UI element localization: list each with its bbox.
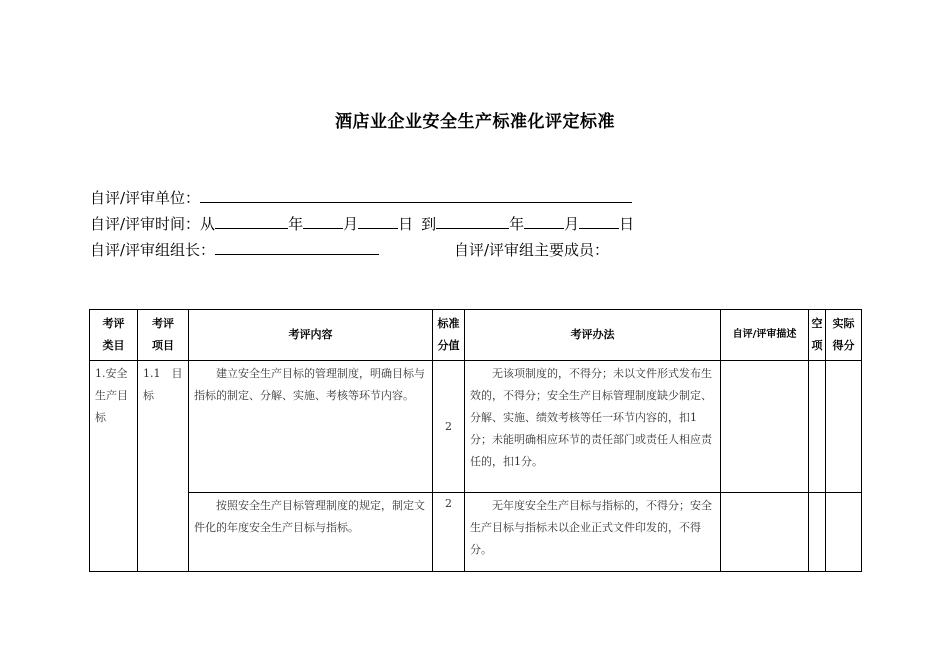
unit-blank[interactable] (200, 188, 632, 203)
time-to-year-blank[interactable] (436, 214, 509, 229)
row-category-cell (90, 361, 138, 572)
time-year-label: 年 (288, 215, 304, 233)
header-item: 考评项目 (138, 310, 189, 361)
time-to-day-blank[interactable] (579, 214, 619, 229)
time-from-day-blank[interactable] (358, 214, 398, 229)
time-label: 自评/评审时间：从 (90, 215, 216, 233)
header-actual-score: 实际得分 (826, 310, 862, 361)
form-leader-line (90, 240, 379, 260)
header-method: 考评办法 (465, 310, 721, 361)
row-blank-item-cell[interactable] (809, 493, 826, 572)
time-to-month-blank[interactable] (524, 214, 564, 229)
time-to-day-label: 日 (619, 215, 635, 233)
form-members-line (454, 240, 609, 260)
evaluation-table (89, 309, 862, 572)
document-title: 酒店业企业安全生产标准化评定标准 (335, 112, 615, 132)
table-header-row (90, 310, 862, 361)
table-row (90, 493, 862, 572)
header-self-review: 自评/评审描述 (721, 310, 809, 361)
row-actual-score-cell[interactable] (826, 493, 862, 572)
row-actual-score-cell[interactable] (826, 361, 862, 493)
time-from-year-blank[interactable] (215, 214, 288, 229)
row-self-review-cell[interactable] (721, 493, 809, 572)
row-self-review-cell[interactable] (721, 361, 809, 493)
time-to-label: 到 (421, 215, 437, 233)
time-to-year-label: 年 (509, 215, 525, 233)
row-score: 2 (433, 361, 465, 493)
leader-label: 自评/评审组组长： (90, 241, 216, 259)
row-item-cell (138, 361, 189, 572)
row-blank-item-cell[interactable] (809, 361, 826, 493)
row-content: 建立安全生产目标的管理制度，明确目标与指标的制定、分解、实施、考核等环节内容。 (194, 367, 425, 402)
form-time-line (90, 214, 634, 234)
members-label: 自评/评审组主要成员： (454, 241, 610, 259)
row-method-cell (465, 493, 721, 572)
time-month-label: 月 (343, 215, 359, 233)
time-from-month-blank[interactable] (303, 214, 343, 229)
time-to-month-label: 月 (564, 215, 580, 233)
header-blank-item: 空项 (809, 310, 826, 361)
row-score: 2 (433, 493, 465, 572)
row-content-cell (189, 493, 433, 572)
header-score: 标准分值 (433, 310, 465, 361)
header-category: 考评类目 (90, 310, 138, 361)
unit-label: 自评/评审单位： (90, 189, 201, 207)
row-category: 1.安全生产目标 (95, 367, 128, 424)
table-row (90, 361, 862, 493)
row-content: 按照安全生产目标管理制度的规定，制定文件化的年度安全生产目标与指标。 (194, 499, 425, 534)
form-unit-line (90, 188, 632, 208)
row-content-cell (189, 361, 433, 493)
header-content: 考评内容 (189, 310, 433, 361)
row-method: 无该项制度的，不得分；未以文件形式发布生效的，不得分；安全生产目标管理制度缺少制定、分解、实施、绩效考核等任一环节内容的，扣1分；未能明确相应环节的责任部门或责任人相应责任的，扣1分。 (470, 367, 712, 468)
row-method: 无年度安全生产目标与指标的，不得分；安全生产目标与指标未以企业正式文件印发的，不得分。 (470, 499, 712, 556)
row-item: 1.1 目标 (143, 367, 183, 402)
leader-blank[interactable] (215, 240, 379, 255)
row-method-cell (465, 361, 721, 493)
time-day-label: 日 (398, 215, 414, 233)
